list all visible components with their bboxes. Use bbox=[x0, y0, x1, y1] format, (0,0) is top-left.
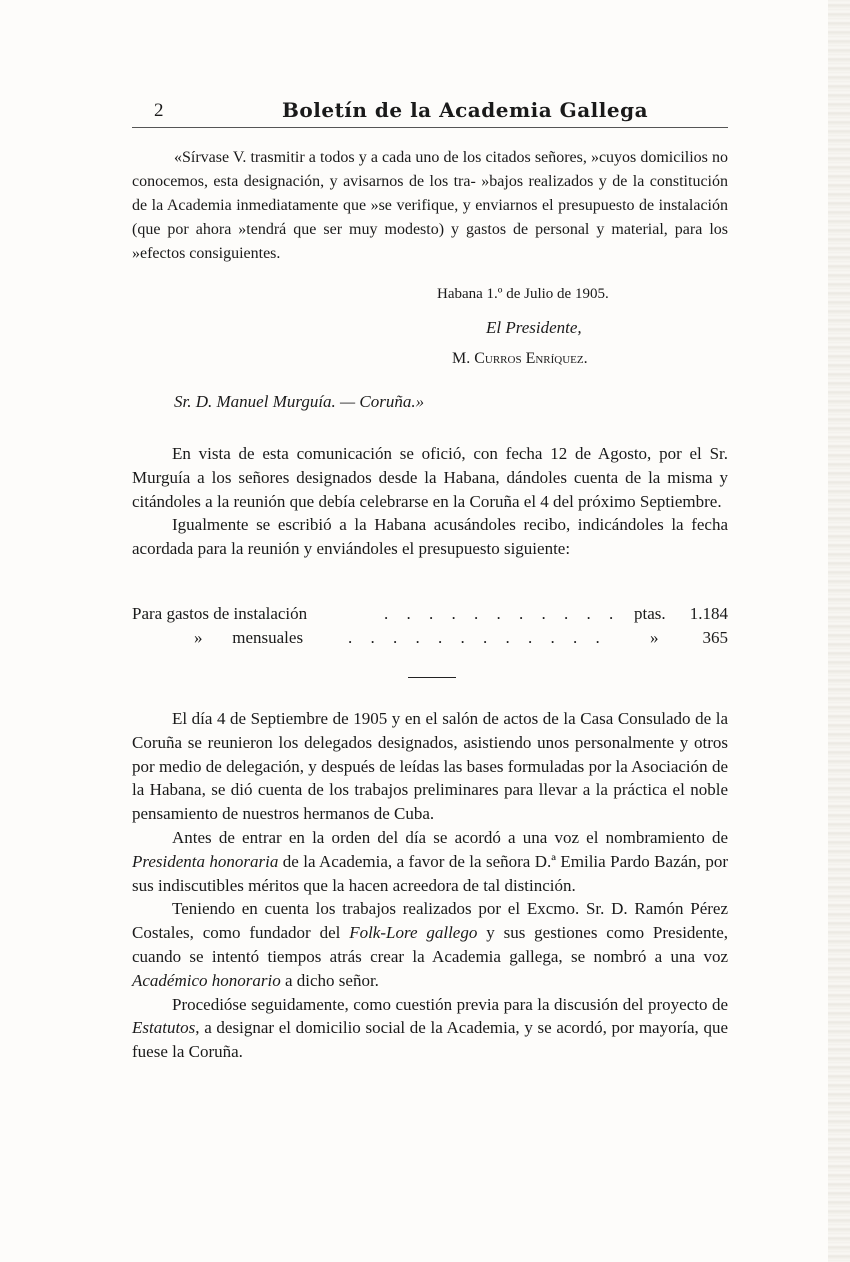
page-header bbox=[132, 96, 728, 126]
paragraph: En vista de esta comunicación se ofició, con fecha 12 de Agosto, por el Sr. Murguía a los señores designados desde la Habana, dándoles cuenta de la misma y citándoles a la reunión que debía celebrarse en la Coruña el 4 del próximo Septiembre. bbox=[132, 444, 728, 511]
text-run: de la Academia, a favor de la señora D.ª Emilia Pardo Bazán, por sus indiscutibles méritos que la hacen acreedora de tal distinción. bbox=[132, 851, 728, 895]
expense-label: » mensuales bbox=[194, 628, 304, 647]
paragraph bbox=[132, 897, 728, 992]
text-run: y sus gestiones como Presidente, cuando se intentó tiempos atrás crear la Academia gallega, se nombró a una voz bbox=[132, 923, 728, 966]
expense-amount: 365 bbox=[702, 628, 728, 647]
page-edge bbox=[828, 0, 850, 1262]
expense-dots: . . . . . . . . . . . bbox=[384, 604, 621, 623]
expense-label: Para gastos de instalación bbox=[132, 604, 308, 623]
italic-term: Estatutos bbox=[132, 1018, 196, 1038]
text-run: , a designar el domicilio social de la Academia, y se acordó, por mayoría, que fuese la Coruña. bbox=[132, 1018, 728, 1062]
signature-title: El Presidente, bbox=[486, 318, 582, 337]
italic-term: Presidenta honoraria bbox=[132, 851, 279, 871]
body-after-expenses bbox=[132, 707, 728, 1064]
header-rule bbox=[132, 127, 728, 128]
text-run: Procedióse seguidamente, como cuestión previa para la discusión del proyecto de bbox=[172, 994, 728, 1014]
expense-unit: » bbox=[650, 628, 659, 647]
text-run: a dicho señor. bbox=[280, 970, 379, 990]
quote-paragraph: «Sírvase V. trasmitir a todos y a cada uno de los citados señores, »cuyos domicilios no conocemos, esta designación, y avisarnos de los tra- »bajos realizados y de la constitución de la Academia inmediatamente que »se verifique, y enviarnos el presupuesto de instalación (que por ahora »tendrá que ser muy modesto) y gastos de personal y material, para los »efectos consiguientes. bbox=[132, 149, 728, 262]
text-run: Antes de entrar en la orden del día se acordó a una voz el nombramiento de bbox=[172, 827, 728, 847]
italic-term: Folk-Lore gallego bbox=[349, 923, 478, 943]
body-before-expenses bbox=[132, 442, 728, 561]
quoted-letter bbox=[132, 146, 728, 266]
expense-row bbox=[132, 604, 728, 628]
section-separator bbox=[408, 677, 456, 678]
expense-table bbox=[132, 604, 728, 652]
page-number: 2 bbox=[154, 100, 164, 121]
expense-amount: 1.184 bbox=[689, 604, 728, 623]
signature-name: M. Curros Enríquez. bbox=[452, 350, 588, 367]
paragraph: El día 4 de Septiembre de 1905 y en el salón de actos de la Casa Consulado de la Coruña se reunieron los delegados designados, asistiendo unos personalmente y otros por medio de delegación, y después de leídas las bases formuladas por la Asociación de la Habana, se dió cuenta de los trabajos preliminares para llevar a la práctica el noble pensamiento de nuestros hermanos de Cuba. bbox=[132, 709, 728, 824]
place-date: Habana 1.º de Julio de 1905. bbox=[437, 286, 609, 302]
running-title: Boletín de la Academia Gallega bbox=[282, 98, 649, 122]
addressee: Sr. D. Manuel Murguía. — Coruña.» bbox=[174, 392, 425, 411]
expense-unit: ptas. bbox=[634, 604, 666, 623]
paragraph: Igualmente se escribió a la Habana acusándoles recibo, indicándoles la fecha acordada para la reunión y enviándoles el presupuesto siguiente: bbox=[132, 515, 728, 559]
text-run: Teniendo en cuenta los trabajos realizados por el Excmo. Sr. D. Ramón Pérez Costales, como fundador del bbox=[132, 899, 728, 943]
paragraph bbox=[132, 826, 728, 897]
italic-term: Académico honorario bbox=[132, 970, 281, 990]
paragraph bbox=[132, 993, 728, 1064]
expense-dots: . . . . . . . . . . . . bbox=[348, 628, 607, 647]
expense-row bbox=[132, 628, 728, 652]
